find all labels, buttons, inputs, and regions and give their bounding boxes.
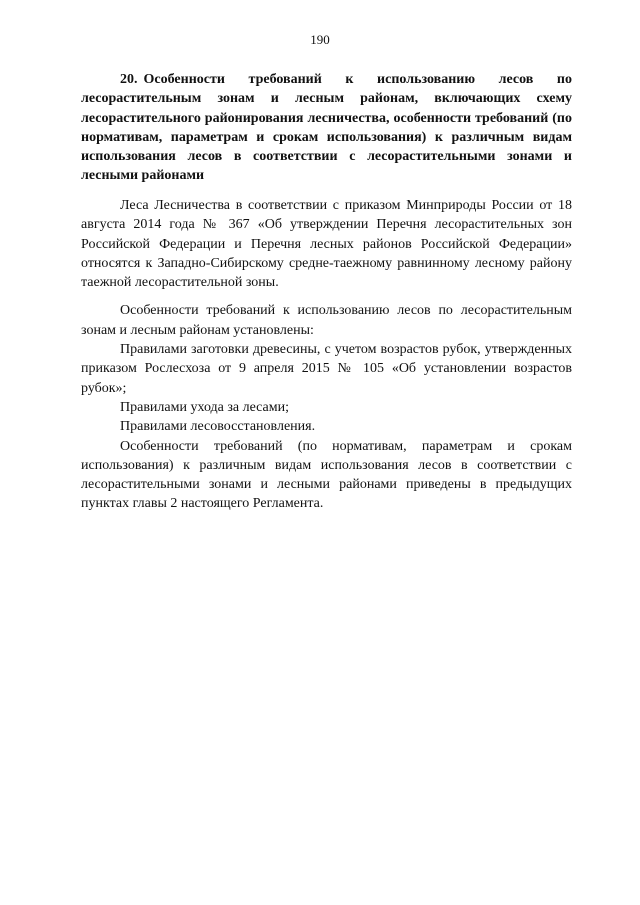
list-item-reforestation-rules: Правилами лесовосстановления. xyxy=(120,419,316,435)
section-title xyxy=(81,70,572,186)
document-body xyxy=(81,196,572,514)
list-item-harvesting-rules: Правилами заготовки древесины, с учетом возрастов рубок, утвержденных приказом Рослесхоза от 9 апреля 2015 № 105 «Об установлении возрастов рубок»; xyxy=(81,342,572,396)
list-item-forest-care-rules: Правилами ухода за лесами; xyxy=(120,399,290,415)
body-paragraph-requirements-intro: Особенности требований к использованию лесов по лесорастительным зонам и лесным районам установлены: xyxy=(81,303,572,338)
body-paragraph-forest-zone: Леса Лесничества в соответствии с приказом Минприроды России от 18 августа 2014 года № 367 «Об утверждении Перечня лесорастительных зон Российской Федерации и Перечня лесных районов Российской Федерации» относятся к Западно-Сибирскому средне-таежному равнинному лесному району таежной лесорастительной зоны. xyxy=(81,198,572,291)
section-title-text: Особенности требований к использованию лесов по лесорастительным зонам и лесным районам, включающих схему лесорастительного районирования лесничества, особенности требований (по нормативам, параметрам и срокам использования) к различным видам использования лесов в соответствии с лесорастительными зонами и лесными районами xyxy=(81,72,572,184)
body-paragraph-requirements-summary: Особенности требований (по нормативам, параметрам и срокам использования) к различным видам использования лесов в соответствии с лесорастительными зонами и лесными районами приведены в предыдущих пунктах главы 2 настоящего Регламента. xyxy=(81,438,572,512)
section-number: 20. xyxy=(120,72,138,87)
page-number: 190 xyxy=(310,32,330,47)
